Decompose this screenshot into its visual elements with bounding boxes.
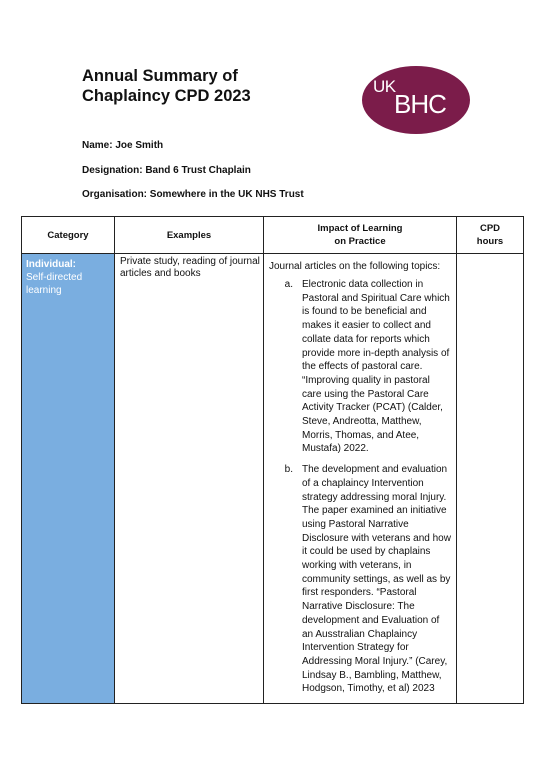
list-item	[269, 278, 451, 456]
designation-field: Designation: Band 6 Trust Chaplain	[82, 165, 251, 176]
page-title	[82, 66, 322, 106]
header-impact-line-1: Impact of Learning	[317, 223, 403, 234]
category-title: Individual:	[26, 259, 76, 270]
list-item-text: Electronic data collection in Pastoral and Spiritual Care which is found to be beneficial and makes it easier to collect and collate data for reports which provide more in-depth analysis of the effects of pastoral care. “Improving quality in pastoral care using the Pastoral Care Activity Tracker (PCAT) (Calder, Steve, Andreotta, Matthew, Morris, Thomas, and Atee, Mustafa) 2022.	[302, 279, 450, 455]
header-cpd-line-2: hours	[476, 236, 504, 247]
header-impact-line-2: on Practice	[334, 236, 386, 247]
header-category: Category	[22, 217, 115, 254]
name-field: Name: Joe Smith	[82, 140, 164, 151]
category-subtitle: Self-directed learning	[26, 272, 83, 296]
list-marker: a.	[284, 279, 293, 290]
title-line-2: Chaplaincy CPD 2023	[82, 87, 251, 105]
ukbhc-logo	[362, 66, 470, 134]
impact-cell	[264, 254, 457, 704]
cpd-hours-cell	[457, 254, 524, 704]
title-line-1: Annual Summary of	[82, 67, 238, 85]
impact-intro: Journal articles on the following topics:	[269, 261, 441, 272]
list-marker: b.	[284, 464, 293, 476]
organisation-field: Organisation: Somewhere in the UK NHS Trust	[82, 189, 304, 200]
logo-uk-text: UK	[373, 77, 396, 96]
table-row	[22, 254, 524, 704]
table-header-row	[22, 217, 524, 254]
category-cell	[22, 254, 115, 704]
header-cpd-hours	[457, 217, 524, 254]
examples-text: Private study, reading of journal articles and books	[120, 256, 260, 279]
header-impact	[264, 217, 457, 254]
list-item-text: The development and evaluation of a chaplaincy Intervention strategy addressing moral Injury. The paper examined an initiative using Pastoral Narrative Disclosure with veterans and how it could be used by chaplains working with veterans, in community settings, as well as by first responders. “Pastoral Narrative Disclosure: The development and Evaluation of an Ausstralian Chaplaincy Intervention Strategy for Addressing Moral Injury.” (Carey, Lindsay B., Bambling, Matthew, Hodgson, Timothy, et al) 2023	[302, 464, 451, 695]
header-examples: Examples	[115, 217, 264, 254]
header-cpd-line-1: CPD	[479, 223, 501, 234]
list-item	[269, 463, 451, 696]
logo-bhc-text: BHC	[394, 89, 446, 119]
examples-cell	[115, 254, 264, 704]
cpd-table	[21, 216, 524, 704]
